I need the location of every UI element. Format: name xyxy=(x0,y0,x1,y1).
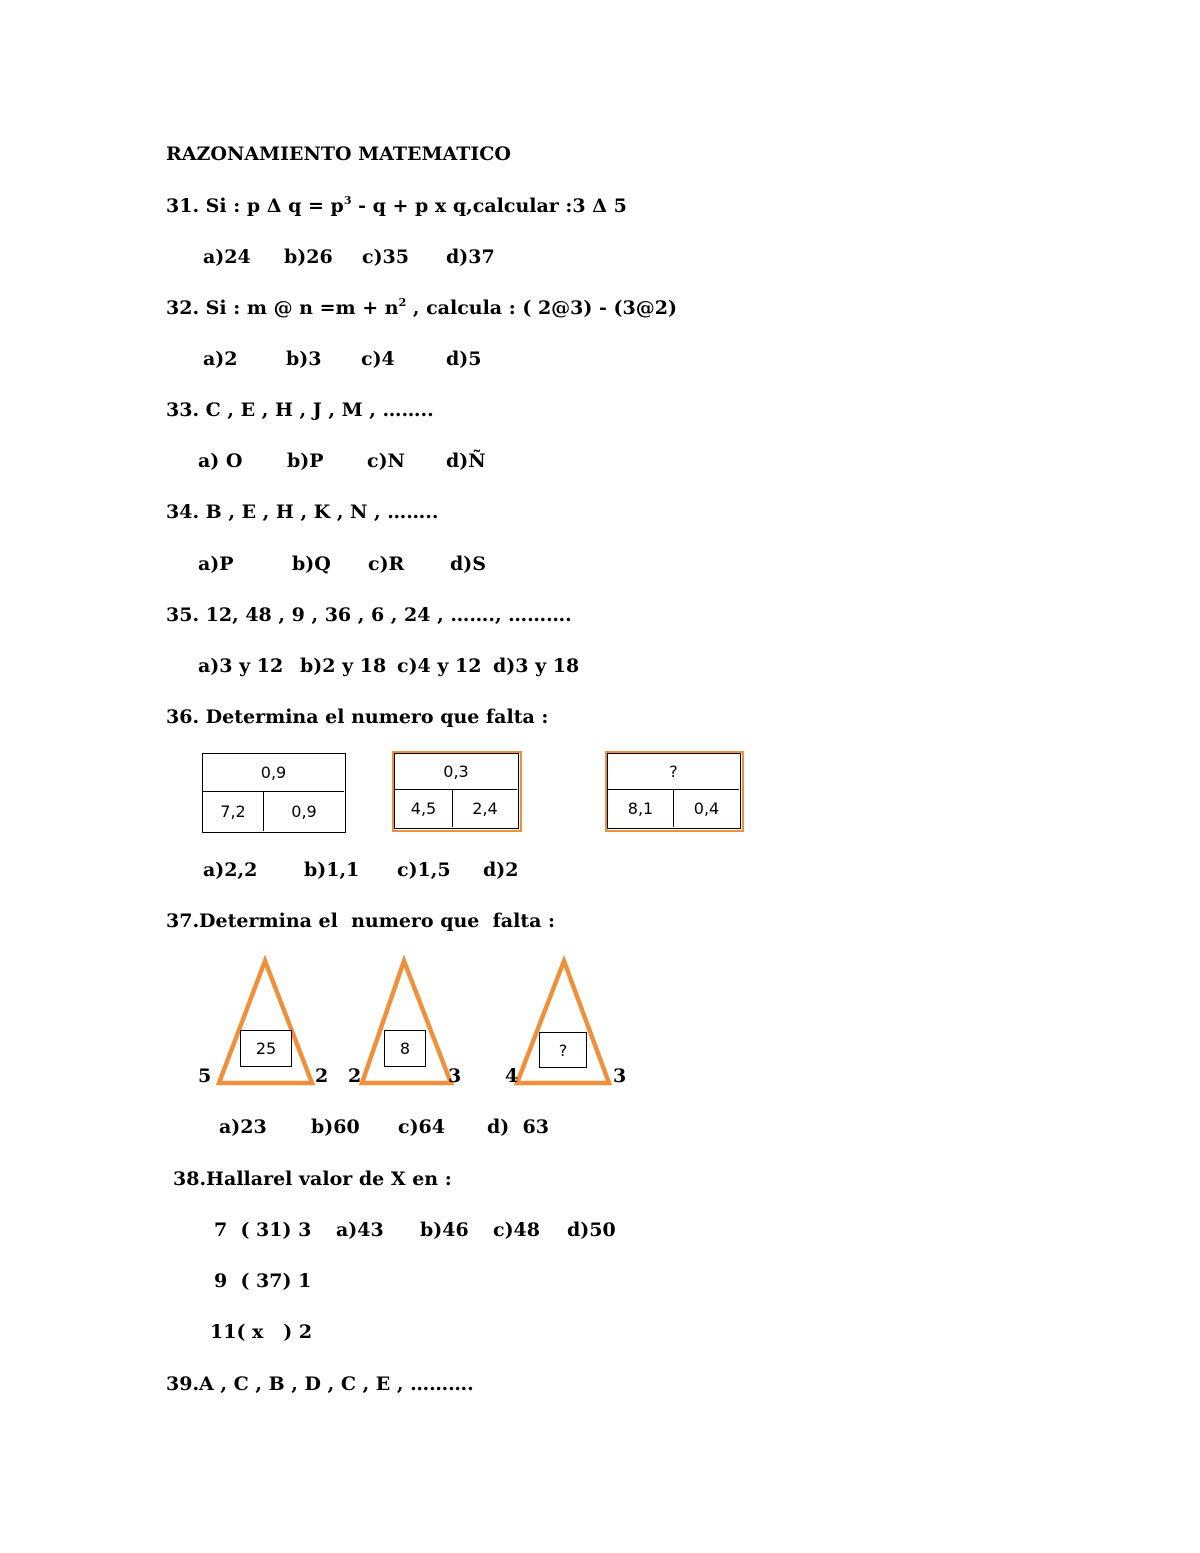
q35-option-b: b)2 y 18 xyxy=(300,655,387,677)
triangle-3-center-box: ? xyxy=(539,1032,587,1068)
q32-option-a: a)2 xyxy=(203,348,238,370)
box3-top-cell: ? xyxy=(608,754,739,790)
q33-option-b: b)P xyxy=(287,450,324,472)
q38-option-c: c)48 xyxy=(493,1219,540,1241)
question-37: 37.Determina el numero que falta : xyxy=(166,910,556,932)
box1-top-cell: 0,9 xyxy=(203,754,344,792)
q31-option-d: d)37 xyxy=(446,246,495,268)
q33-option-a: a) O xyxy=(198,450,243,472)
box1-left-cell: 7,2 xyxy=(203,792,264,831)
q32-text-post: , calcula : ( 2@3) - (3@2) xyxy=(406,297,677,319)
q37-option-d: d) 63 xyxy=(487,1116,549,1138)
q34-option-b: b)Q xyxy=(292,553,331,575)
box2-top-cell: 0,3 xyxy=(395,754,517,790)
q32-text-pre: 32. Si : m @ n =m + n xyxy=(166,297,399,319)
triangle-3-right-number: 3 xyxy=(613,1065,627,1087)
question-35: 35. 12, 48 , 9 , 36 , 6 , 24 , ……., ………. xyxy=(166,604,572,626)
q32-option-b: b)3 xyxy=(286,348,322,370)
q35-option-c: c)4 y 12 xyxy=(397,655,482,677)
q32-option-d: d)5 xyxy=(446,348,482,370)
q31-text-pre: 31. Si : p Δ q = p xyxy=(166,195,344,217)
question-39: 39.A , C , B , D , C , E , ………. xyxy=(166,1373,474,1395)
q37-option-b: b)60 xyxy=(311,1116,360,1138)
box3-left-cell: 8,1 xyxy=(608,790,674,827)
q38-option-d: d)50 xyxy=(567,1219,616,1241)
q31-option-c: c)35 xyxy=(362,246,409,268)
q36-option-b: b)1,1 xyxy=(304,859,360,881)
q38-option-b: b)46 xyxy=(420,1219,469,1241)
box2-left-cell: 4,5 xyxy=(395,790,453,827)
q35-option-a: a)3 y 12 xyxy=(198,655,284,677)
triangle-3-left-number: 4 xyxy=(505,1065,519,1087)
q31-exponent: 3 xyxy=(343,194,352,207)
box3-right-cell: 0,4 xyxy=(693,799,720,818)
q34-option-c: c)R xyxy=(368,553,405,575)
q35-option-d: d)3 y 18 xyxy=(493,655,580,677)
q33-option-d: d)Ñ xyxy=(446,450,486,472)
question-36: 36. Determina el numero que falta : xyxy=(166,706,549,728)
page-title: RAZONAMIENTO MATEMATICO xyxy=(166,143,511,165)
q36-option-c: c)1,5 xyxy=(397,859,451,881)
triangle-2-right-number: 3 xyxy=(448,1065,462,1087)
q34-option-d: d)S xyxy=(450,553,486,575)
q31-option-b: b)26 xyxy=(284,246,333,268)
triangle-1-left-number: 5 xyxy=(198,1065,212,1087)
question-34: 34. B , E , H , K , N , …….. xyxy=(166,501,439,523)
q36-option-a: a)2,2 xyxy=(203,859,258,881)
triangle-2-center-box: 8 xyxy=(384,1030,426,1067)
q36-option-d: d)2 xyxy=(483,859,519,881)
q38-row-2: 9 ( 37) 1 xyxy=(214,1270,312,1292)
triangle-1-right-number: 2 xyxy=(315,1065,329,1087)
question-33: 33. C , E , H , J , M , …….. xyxy=(166,399,434,421)
triangle-2-left-number: 2 xyxy=(348,1065,362,1087)
q38-option-a: a)43 xyxy=(336,1219,384,1241)
q38-row-3: 11( x ) 2 xyxy=(210,1321,313,1343)
q31-text-post: - q + p x q,calcular :3 Δ 5 xyxy=(351,195,627,217)
q32-option-c: c)4 xyxy=(361,348,395,370)
triangle-1-center-box: 25 xyxy=(240,1030,292,1067)
box1-right-cell: 0,9 xyxy=(291,802,317,821)
q32-exponent: 2 xyxy=(398,296,407,309)
q31-option-a: a)24 xyxy=(203,246,251,268)
q38-row-1: 7 ( 31) 3 xyxy=(214,1219,312,1241)
q34-option-a: a)P xyxy=(198,553,234,575)
q37-option-c: c)64 xyxy=(398,1116,445,1138)
q33-option-c: c)N xyxy=(367,450,405,472)
q37-option-a: a)23 xyxy=(219,1116,267,1138)
question-38: 38.Hallarel valor de X en : xyxy=(173,1168,452,1190)
box2-right-cell: 2,4 xyxy=(472,799,498,818)
